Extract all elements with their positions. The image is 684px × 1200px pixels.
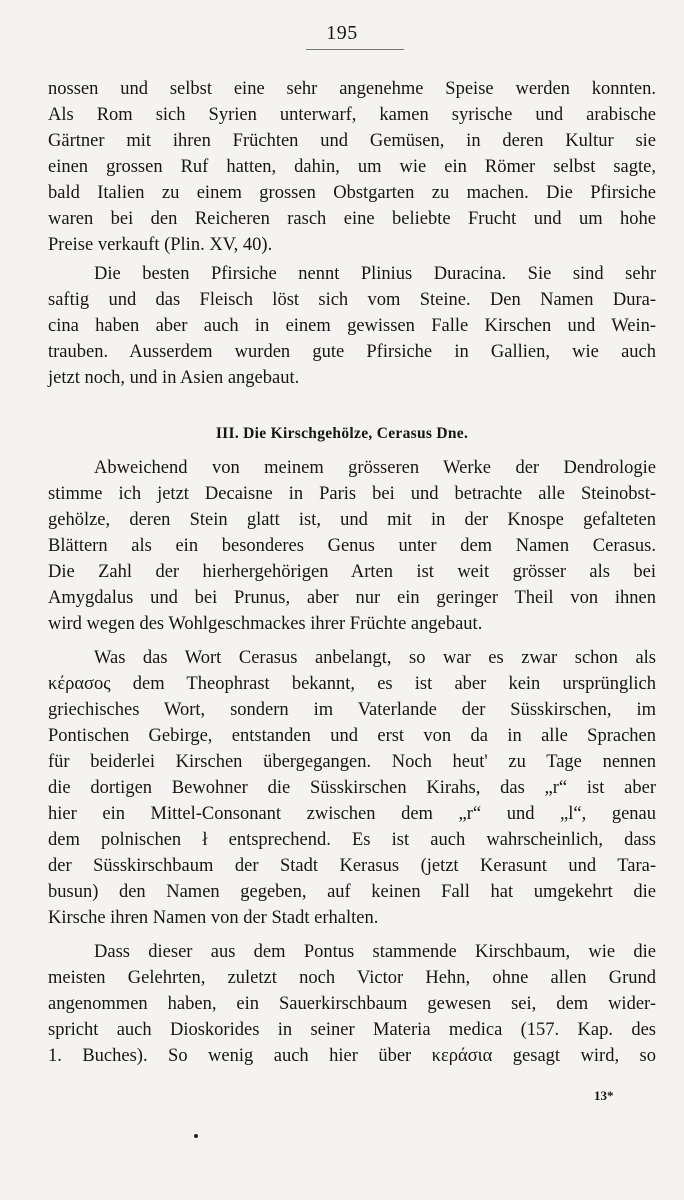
text-line: Als Rom sich Syrien unterwarf, kamen syrische und arabische — [48, 105, 656, 125]
text-line: Was das Wort Cerasus anbelangt, so war es zwar schon als — [94, 648, 656, 668]
text-line: Amygdalus und bei Prunus, aber nur ein geringer Theil von ihnen — [48, 588, 656, 608]
text-line: nossen und selbst eine sehr angenehme Speise werden konnten. — [48, 79, 656, 99]
text-line: Abweichend von meinem grösseren Werke der Dendrologie — [94, 458, 656, 478]
print-speck — [194, 1134, 198, 1138]
text-line: einen grossen Ruf hatten, dahin, um wie ein Römer selbst sagte, — [48, 157, 656, 177]
text-line: wird wegen des Wohlgeschmackes ihrer Früchte angebaut. — [48, 614, 483, 634]
text-line: 1. Buches). So wenig auch hier über κεράσια gesagt wird, so — [48, 1046, 656, 1066]
text-line: Kirsche ihren Namen von der Stadt erhalten. — [48, 908, 379, 928]
text-line: Dass dieser aus dem Pontus stammende Kirschbaum, wie die — [94, 942, 656, 962]
text-line: griechisches Wort, sondern im Vaterlande der Süsskirschen, im — [48, 700, 656, 720]
text-line: saftig und das Fleisch löst sich vom Steine. Den Namen Dura- — [48, 290, 656, 310]
text-line: meisten Gelehrten, zuletzt noch Victor Hehn, ohne allen Grund — [48, 968, 656, 988]
text-line: Gärtner mit ihren Früchten und Gemüsen, in deren Kultur sie — [48, 131, 656, 151]
text-line: die dortigen Bewohner die Süsskirschen Kirahs, das „r“ ist aber — [48, 778, 656, 798]
text-line: Blättern als ein besonderes Genus unter dem Namen Cerasus. — [48, 536, 656, 556]
section-heading: III. Die Kirschgehölze, Cerasus Dne. — [215, 425, 469, 442]
text-line: hier ein Mittel-Consonant zwischen dem „r“ und „l“, genau — [48, 804, 656, 824]
text-line: κέρασος dem Theophrast bekannt, es ist aber kein ursprünglich — [48, 674, 656, 694]
text-line: busun) den Namen gegeben, auf keinen Fall hat umgekehrt die — [48, 882, 656, 902]
text-line: jetzt noch, und in Asien angebaut. — [48, 368, 300, 388]
text-line: trauben. Ausserdem wurden gute Pfirsiche in Gallien, wie auch — [48, 342, 656, 362]
text-line: Preise verkauft (Plin. XV, 40). — [48, 235, 273, 255]
text-line: stimme ich jetzt Decaisne in Paris bei und betrachte alle Steinobst- — [48, 484, 656, 504]
text-line: spricht auch Dioskorides in seiner Materia medica (157. Kap. des — [48, 1020, 656, 1040]
text-line: cina haben aber auch in einem gewissen Falle Kirschen und Wein- — [48, 316, 656, 336]
signature-mark: 13* — [594, 1088, 614, 1103]
text-line: für beiderlei Kirschen übergegangen. Noch heut' zu Tage nennen — [48, 752, 656, 772]
text-line: bald Italien zu einem grossen Obstgarten zu machen. Die Pfirsiche — [48, 183, 656, 203]
text-line: der Süsskirschbaum der Stadt Kerasus (jetzt Kerasunt und Tara- — [48, 856, 656, 876]
text-line: Die besten Pfirsiche nennt Plinius Duracina. Sie sind sehr — [94, 264, 656, 284]
text-line: angenommen haben, ein Sauerkirschbaum gewesen sei, dem wider- — [48, 994, 656, 1014]
text-line: gehölze, deren Stein glatt ist, und mit in der Knospe gefalteten — [48, 510, 656, 530]
text-line: dem polnischen ł entsprechend. Es ist auch wahrscheinlich, dass — [48, 830, 656, 850]
text-line: Pontischen Gebirge, entstanden und erst von da in alle Sprachen — [48, 726, 656, 746]
text-line: Die Zahl der hierhergehörigen Arten ist weit grösser als bei — [48, 562, 656, 582]
header-rule — [306, 49, 404, 50]
page-number: 195 — [326, 22, 358, 44]
text-line: waren bei den Reicheren rasch eine beliebte Frucht und um hohe — [48, 209, 656, 229]
